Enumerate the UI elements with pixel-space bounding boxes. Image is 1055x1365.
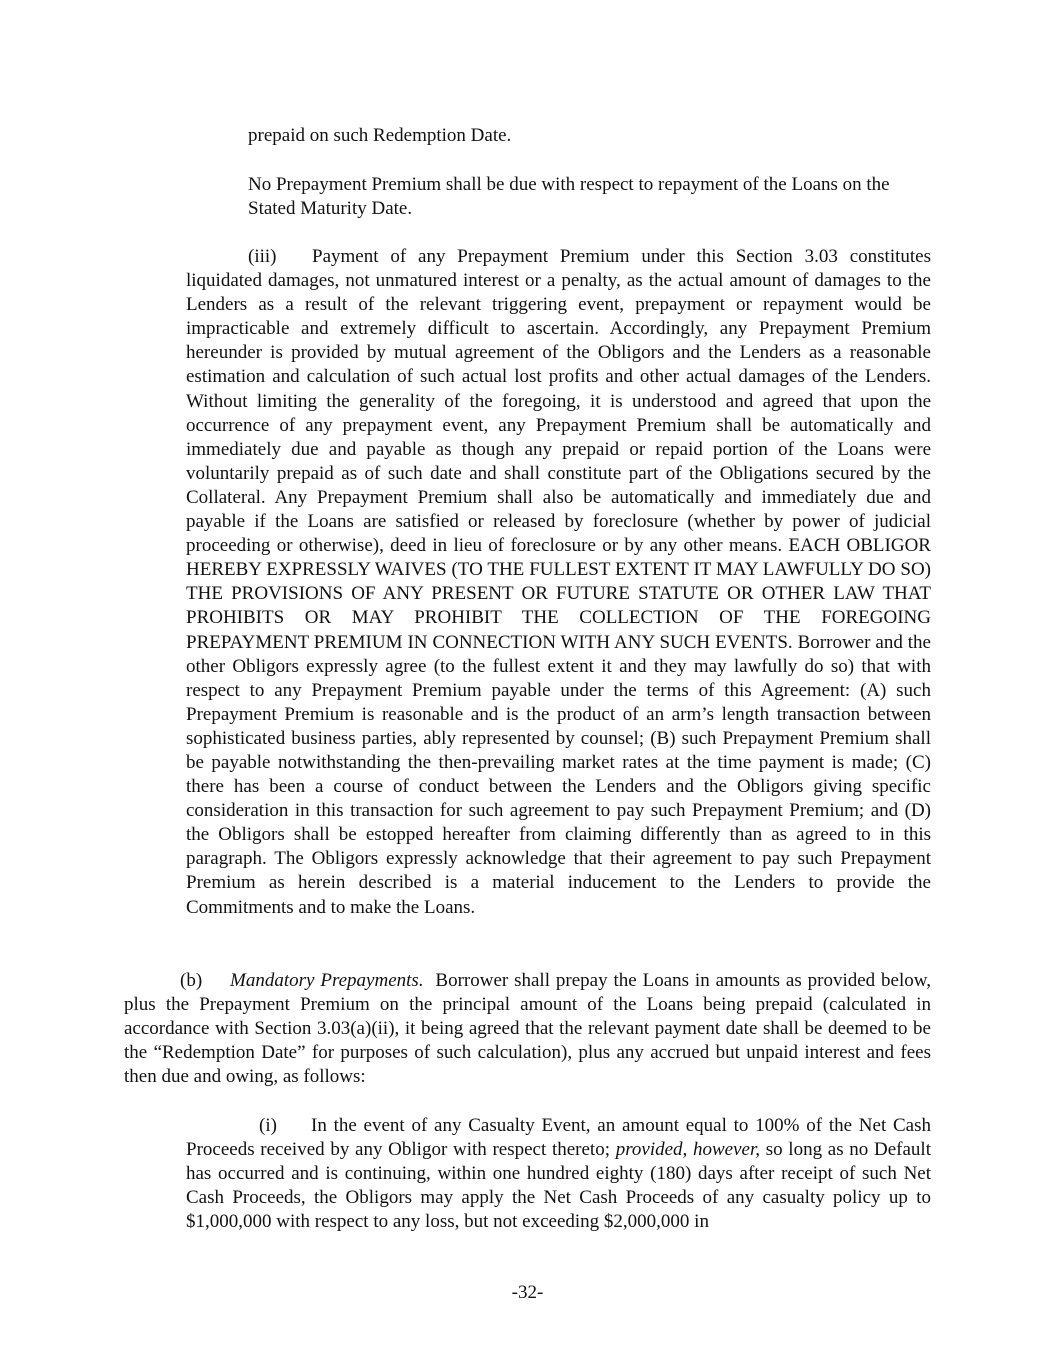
carry-over-paragraph [248, 124, 938, 148]
section-i-number: (i) [259, 1115, 277, 1136]
section-i-text-before: In the event of any Casualty Event, an amount equal to 100% of the Net Cash Proceeds received by any Obligor with respect thereto; [186, 1115, 931, 1161]
section-i-text-after: so long as no Default has occurred and is continuing, within one hundred eighty (180) days after receipt of such Net Cash Proceeds, the Obligors may apply the Net Cash Proceeds of any casualty policy up to $1,000,000 with respect to any loss, but not exceeding $2,000,000 in [186, 1139, 931, 1233]
section-b-paragraph [124, 969, 931, 1089]
section-i-italic-proviso: provided, however, [615, 1139, 760, 1161]
section-b-heading: Mandatory Prepayments. [230, 970, 424, 991]
no-premium-paragraph [248, 173, 938, 221]
carry-over-text: prepaid on such Redemption Date. [248, 125, 512, 146]
section-b-text: Borrower shall prepay the Loans in amounts as provided below, plus the Prepayment Premium on the principal amount of the Loans being prepaid (calculated in accordance with Section 3.03(a)(ii), it being agreed that the relevant payment date shall be deemed to be the “Redemption Date” for purposes of such calculation), plus any accrued but unpaid interest and fees then due and owing, as follows: [124, 970, 932, 1088]
section-i-paragraph [186, 1114, 931, 1234]
section-iii-text: Payment of any Prepayment Premium under this Section 3.03 constitutes liquidated damages, not unmatured interest or a penalty, as the actual amount of damages to the Lenders as a result of the relevant triggering event, prepayment or repayment would be impracticable and extremely difficult to ascertain. Accordingly, any Prepayment Premium hereunder is provided by mutual agreement of the Obligors and the Lenders as a reasonable estimation and calculation of such actual lost profits and other actual damages of the Lenders. Without limiting the generality of the foregoing, it is understood and agreed that upon the occurrence of any prepayment event, any Prepayment Premium shall be automatically and immediately due and payable as though any prepaid or repaid portion of the Loans were voluntarily prepaid as of such date and shall constitute part of the Obligations secured by the Collateral. Any Prepayment Premium shall also be automatically and immediately due and payable if the Loans are satisfied or released by foreclosure (whether by power of judicial proceeding or otherwise), deed in lieu of foreclosure or by any other means. EACH OBLIGOR HEREBY EXPRESSLY WAIVES (TO THE FULLEST EXTENT IT MAY LAWFULLY DO SO) THE PROVISIONS OF ANY PRESENT OR FUTURE STATUTE OR OTHER LAW THAT PROHIBITS OR MAY PROHIBIT THE COLLECTION OF THE FOREGOING PREPAYMENT PREMIUM IN CONNECTION WITH ANY SUCH EVENTS. Borrower and the other Obligors expressly agree (to the fullest extent it and they may lawfully do so) that with respect to any Prepayment Premium payable under the terms of this Agreement: (A) such Prepayment Premium is reasonable and is the product of an arm’s length transaction between sophisticated business parties, ably represented by counsel; (B) such Prepayment Premium shall be payable notwithstanding the then-prevailing market rates at the time payment is made; (C) there has been a course of conduct between the Lenders and the Obligors giving specific consideration in this transaction for such agreement to pay such Prepayment Premium; and (D) the Obligors shall be estopped hereafter from claiming differently than as agreed to in this paragraph. The Obligors expressly acknowledge that their agreement to pay such Prepayment Premium as herein described is a material inducement to the Lenders to provide the Commitments and to make the Loans. [186, 246, 931, 918]
section-iii-paragraph [186, 245, 931, 920]
section-b-number: (b) [180, 970, 203, 991]
page-number: -32- [511, 1282, 544, 1303]
section-iii-number: (iii) [248, 246, 277, 267]
no-premium-text: No Prepayment Premium shall be due with respect to repayment of the Loans on the Stated Maturity Date. [248, 174, 890, 220]
